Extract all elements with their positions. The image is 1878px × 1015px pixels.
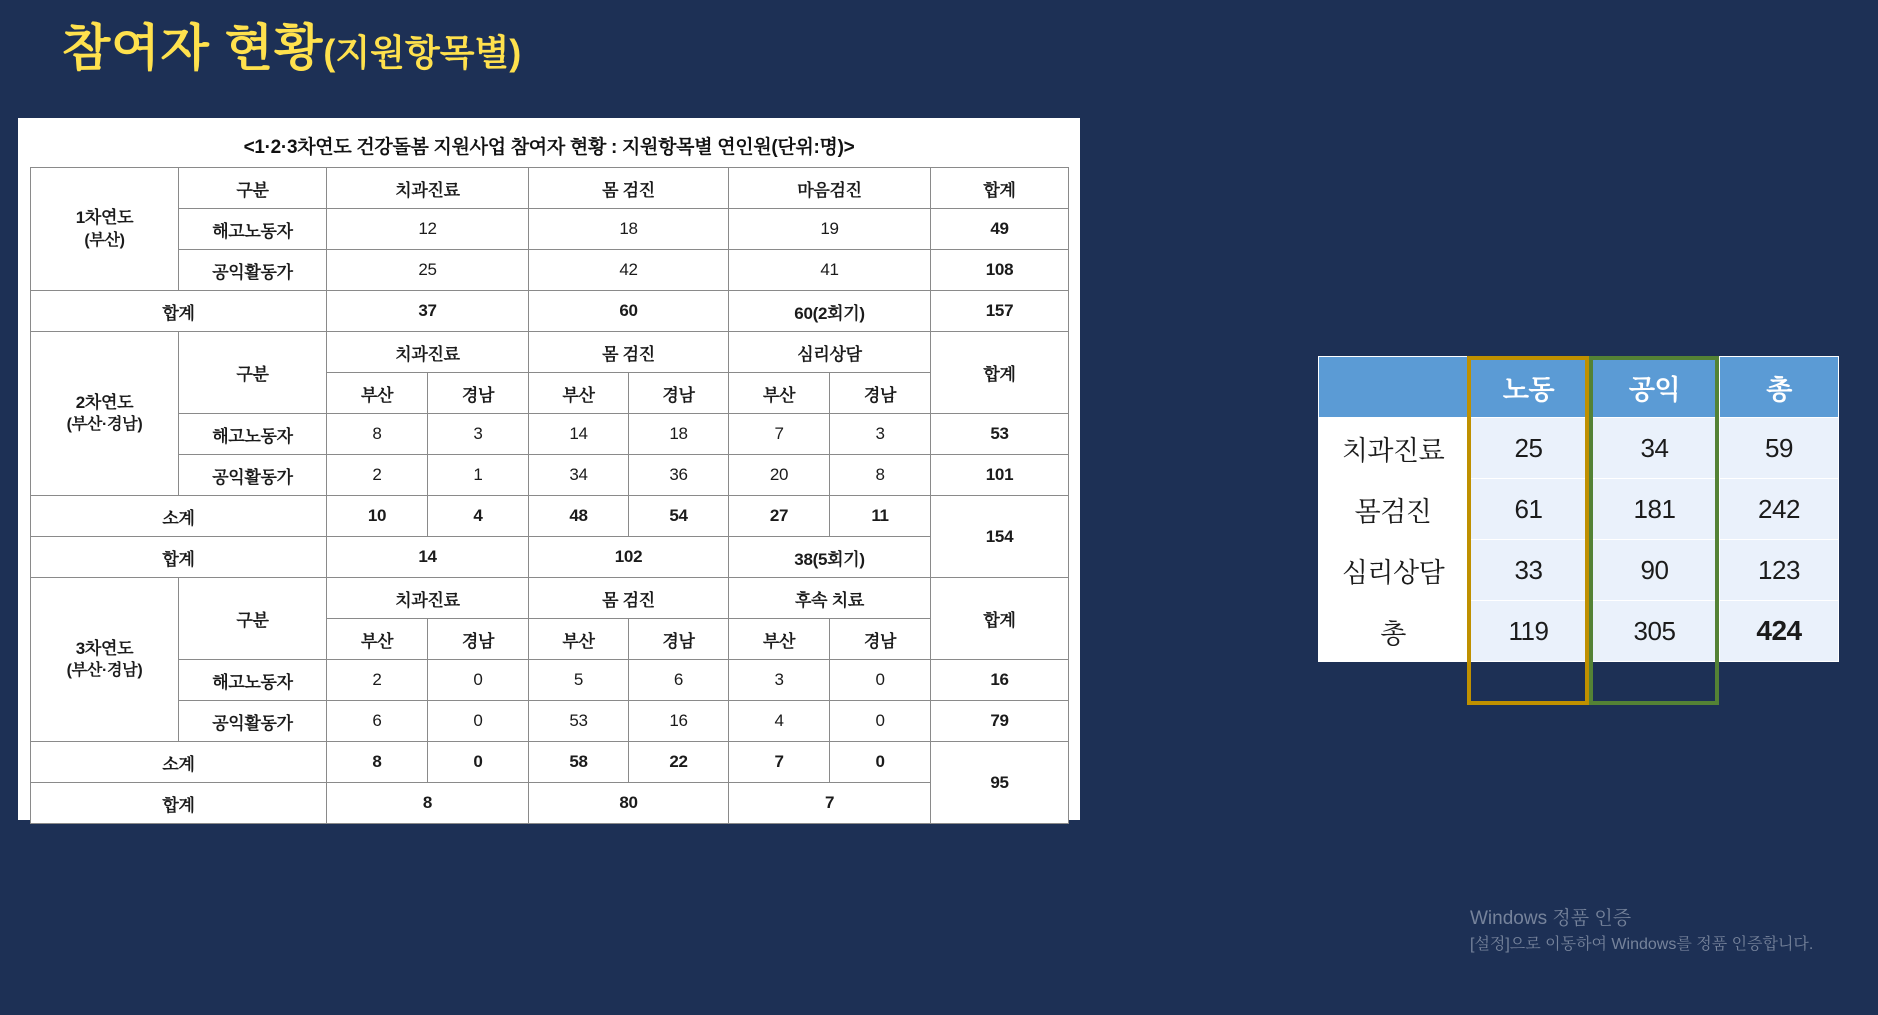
year2-row0-v4: 7 [729,414,830,455]
year3-row1-v1: 0 [428,701,529,742]
year3-col-2: 후속 치료 [729,578,931,619]
summary-header-1: 노동 [1468,357,1590,418]
year3-row0-v3: 6 [629,660,729,701]
year2-subtotal-v3: 54 [629,496,729,537]
year2-subcol-5: 경남 [830,373,931,414]
summary-row0-label: 치과진료 [1319,418,1468,479]
year3-subcol-4: 부산 [729,619,830,660]
year3-sum-v1: 80 [529,783,729,824]
summary-row1-v1: 181 [1590,479,1720,540]
table-row [31,168,1069,209]
year1-sublabel-text: (부산) [84,231,125,249]
summary-header-2: 공익 [1590,357,1720,418]
summary-row2-v1: 90 [1590,540,1720,601]
year2-subtotal-v4: 27 [729,496,830,537]
year3-row0-v4: 3 [729,660,830,701]
year3-row0-v5: 0 [830,660,931,701]
year2-sum-v1: 102 [529,537,729,578]
year1-row1-total: 108 [931,250,1069,291]
year1-sum-v1: 60 [529,291,729,332]
year2-label-text: 2차연도 [75,392,134,412]
year2-row1-total: 101 [931,455,1069,496]
year1-row0-total: 49 [931,209,1069,250]
year1-row1-v2: 41 [729,250,931,291]
year3-gubun-header: 구분 [179,578,327,660]
year1-label-text: 1차연도 [75,208,134,228]
year1-row0-label: 해고노동자 [179,209,327,250]
year3-row1-v3: 16 [629,701,729,742]
year2-subtotal-v2: 48 [529,496,629,537]
year1-sum-total: 157 [931,291,1069,332]
year3-col-1: 몸 검진 [529,578,729,619]
table-row [31,660,1069,701]
year2-row1-v2: 34 [529,455,629,496]
year3-row0-total: 16 [931,660,1069,701]
year2-grand-total: 154 [931,496,1069,578]
summary-row1-v0: 61 [1468,479,1590,540]
year1-gubun-header: 구분 [179,168,327,209]
year2-sum-label: 합계 [31,537,327,578]
table-row [31,250,1069,291]
table-row [31,496,1069,537]
year3-subtotal-label: 소계 [31,742,327,783]
summary-row0-v0: 25 [1468,418,1590,479]
year2-row1-v1: 1 [428,455,529,496]
year1-col-1: 몸 검진 [529,168,729,209]
year2-col-2: 심리상담 [729,332,931,373]
summary-grand-total: 424 [1720,601,1839,662]
table-row [1319,357,1839,418]
summary-row1-label: 몸검진 [1319,479,1468,540]
year3-sum-v2: 7 [729,783,931,824]
year3-subcol-0: 부산 [327,619,428,660]
summary-row0-v1: 34 [1590,418,1720,479]
year2-subcol-3: 경남 [629,373,729,414]
year3-label-text: 3차연도 [75,638,134,658]
year3-sum-label: 합계 [31,783,327,824]
summary-row3-label: 총 [1319,601,1468,662]
year1-row1-v0: 25 [327,250,529,291]
year3-subtotal-v3: 22 [629,742,729,783]
summary-row3-v0: 119 [1468,601,1590,662]
year1-row1-label: 공익활동가 [179,250,327,291]
year2-row1-v5: 8 [830,455,931,496]
year2-sum-v2: 38(5회기) [729,537,931,578]
year3-label [31,578,179,742]
year3-total-header: 합계 [931,578,1069,660]
table-caption: <1·2·3차연도 건강돌봄 지원사업 참여자 현황 : 지원항목별 연인원(단위:명)> [243,137,855,158]
year3-row0-v0: 2 [327,660,428,701]
year1-row0-v1: 18 [529,209,729,250]
year2-subcol-2: 부산 [529,373,629,414]
table-row [31,701,1069,742]
summary-table [1318,356,1839,662]
year3-row0-v2: 5 [529,660,629,701]
page-title-main: 참여자 현황 [62,20,324,76]
windows-activation-watermark [1470,905,1813,956]
year1-col-0: 치과진료 [327,168,529,209]
year1-row0-v2: 19 [729,209,931,250]
participants-table [30,167,1069,824]
year2-row0-total: 53 [931,414,1069,455]
year3-subcol-5: 경남 [830,619,931,660]
summary-row2-v0: 33 [1468,540,1590,601]
year2-row1-v4: 20 [729,455,830,496]
year3-row1-v0: 6 [327,701,428,742]
year2-subtotal-v5: 11 [830,496,931,537]
year2-subtotal-v0: 10 [327,496,428,537]
year1-sum-v2: 60(2회기) [729,291,931,332]
year2-row1-v3: 36 [629,455,729,496]
year3-sum-v0: 8 [327,783,529,824]
summary-row1-v2: 242 [1720,479,1839,540]
year1-row0-v0: 12 [327,209,529,250]
year3-subtotal-v5: 0 [830,742,931,783]
year2-col-1: 몸 검진 [529,332,729,373]
table-row [31,783,1069,824]
watermark-line-2: [설정]으로 이동하여 Windows를 정품 인증합니다. [1470,935,1814,953]
year2-col-0: 치과진료 [327,332,529,373]
table-row [1319,601,1839,662]
year3-subcol-1: 경남 [428,619,529,660]
table-row [31,332,1069,373]
year1-sum-label: 합계 [31,291,327,332]
year2-subcol-1: 경남 [428,373,529,414]
year2-row0-label: 해고노동자 [179,414,327,455]
table-row [31,291,1069,332]
year2-subcol-4: 부산 [729,373,830,414]
year2-subcol-0: 부산 [327,373,428,414]
table-row [31,742,1069,783]
summary-header-3: 총 [1720,357,1839,418]
table-row [31,209,1069,250]
summary-row3-v1: 305 [1590,601,1720,662]
year2-row1-label: 공익활동가 [179,455,327,496]
year2-sublabel-text: (부산·경남) [66,416,143,434]
summary-row2-v2: 123 [1720,540,1839,601]
page-title-suffix: (지원항목별) [323,32,522,73]
year3-row0-v1: 0 [428,660,529,701]
year3-subtotal-v0: 8 [327,742,428,783]
page-title [62,8,521,80]
year2-row0-v1: 3 [428,414,529,455]
year3-subcol-3: 경남 [629,619,729,660]
year1-total-header: 합계 [931,168,1069,209]
year2-row0-v0: 8 [327,414,428,455]
table-row [31,578,1069,619]
year3-row1-v2: 53 [529,701,629,742]
year2-row0-v3: 18 [629,414,729,455]
year3-row0-label: 해고노동자 [179,660,327,701]
year1-row1-v1: 42 [529,250,729,291]
year2-row1-v0: 2 [327,455,428,496]
year1-sum-v0: 37 [327,291,529,332]
year2-total-header: 합계 [931,332,1069,414]
year3-subcol-2: 부산 [529,619,629,660]
year2-subtotal-v1: 4 [428,496,529,537]
year3-col-0: 치과진료 [327,578,529,619]
year3-row1-v4: 4 [729,701,830,742]
year3-row1-v5: 0 [830,701,931,742]
year3-subtotal-v1: 0 [428,742,529,783]
year2-gubun-header: 구분 [179,332,327,414]
participants-table-panel [18,118,1080,820]
table-row [1319,418,1839,479]
summary-row0-v2: 59 [1720,418,1839,479]
year2-subtotal-label: 소계 [31,496,327,537]
year3-row1-total: 79 [931,701,1069,742]
year3-row1-label: 공익활동가 [179,701,327,742]
year3-sublabel-text: (부산·경남) [66,662,143,680]
year2-row0-v2: 14 [529,414,629,455]
year2-sum-v0: 14 [327,537,529,578]
table-row [31,537,1069,578]
year3-subtotal-v4: 7 [729,742,830,783]
table-row [1319,540,1839,601]
year2-label [31,332,179,496]
summary-row2-label: 심리상담 [1319,540,1468,601]
year3-grand-total: 95 [931,742,1069,824]
year1-col-2: 마음검진 [729,168,931,209]
summary-table-panel [1318,356,1838,662]
table-row [1319,479,1839,540]
summary-header-0 [1319,357,1468,418]
year1-label [31,168,179,291]
table-row [31,414,1069,455]
table-row [31,455,1069,496]
year2-row0-v5: 3 [830,414,931,455]
watermark-line-1: Windows 정품 인증 [1470,908,1632,929]
year3-subtotal-v2: 58 [529,742,629,783]
